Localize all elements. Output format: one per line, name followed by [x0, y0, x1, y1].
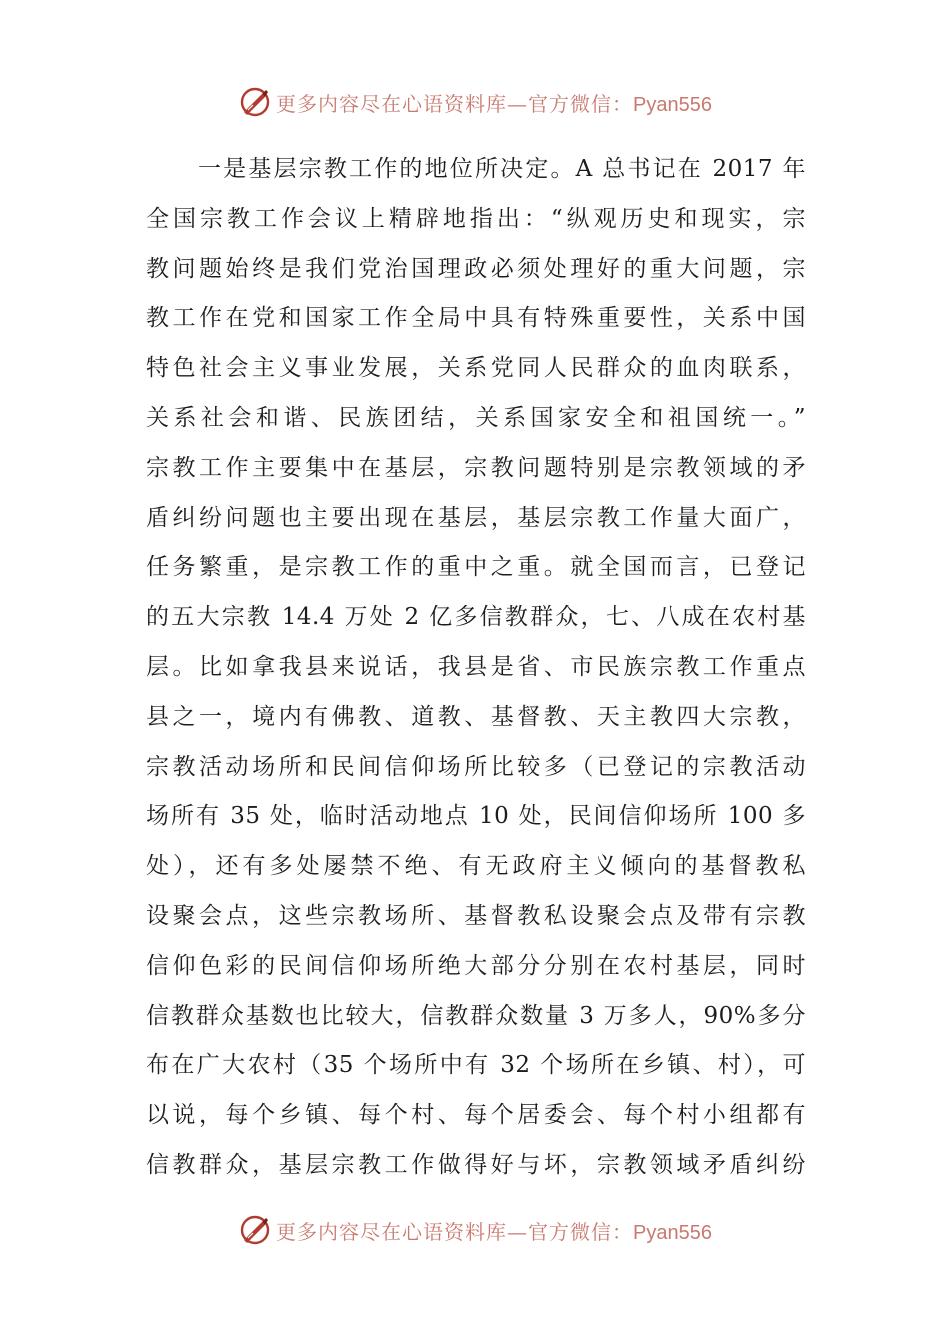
header-watermark-text [276, 88, 712, 117]
body-line: 的五大宗教 14.4 万处 2 亿多信教群众，七、八成在农村基 [146, 604, 806, 631]
body-line: 层。比如拿我县来说话，我县是省、市民族宗教工作重点 [146, 653, 806, 680]
pen-logo-icon [238, 1213, 272, 1247]
body-line: 设聚会点，这些宗教场所、基督教私设聚会点及带有宗教 [146, 902, 806, 929]
body-line: 布在广大农村（35 个场所中有 32 个场所在乡镇、村），可 [146, 1052, 806, 1079]
document-body [146, 145, 806, 1191]
header-watermark-cn: 更多内容尽在心语资料库—官方微信： [276, 91, 634, 116]
body-line: 一是基层宗教工作的地位所决定。A 总书记在 2017 年 [198, 156, 806, 182]
body-line: 宗教工作主要集中在基层，宗教问题特别是宗教领域的矛 [146, 454, 806, 481]
body-line: 信仰色彩的民间信仰场所绝大部分分别在农村基层，同时 [146, 952, 806, 979]
body-line: 宗教活动场所和民间信仰场所比较多（已登记的宗教活动 [146, 753, 806, 780]
body-line: 处），还有多处屡禁不绝、有无政府主义倾向的基督教私 [146, 853, 806, 880]
header-watermark-banner [0, 82, 950, 122]
body-line: 县之一，境内有佛教、道教、基督教、天主教四大宗教， [146, 703, 806, 730]
body-line: 信教群众，基层宗教工作做得好与坏，宗教领域矛盾纠纷 [146, 1151, 806, 1178]
body-line: 盾纠纷问题也主要出现在基层，基层宗教工作量大面广， [146, 504, 806, 531]
body-line: 以说，每个乡镇、每个村、每个居委会、每个村小组都有 [146, 1102, 806, 1129]
body-line: 教问题始终是我们党治国理政必须处理好的重大问题，宗 [146, 255, 806, 282]
body-line: 教工作在党和国家工作全局中具有特殊重要性，关系中国 [146, 305, 806, 332]
body-line: 特色社会主义事业发展，关系党同人民群众的血肉联系， [146, 355, 806, 382]
body-line: 信教群众基数也比较大，信教群众数量 3 万多人，90%多分 [146, 1002, 806, 1029]
body-line: 关系社会和谐、民族团结，关系国家安全和祖国统一。” [146, 404, 806, 431]
pen-logo-icon [238, 85, 272, 119]
footer-watermark-cn: 更多内容尽在心语资料库—官方微信： [276, 1219, 634, 1244]
body-line: 场所有 35 处，临时活动地点 10 处，民间信仰场所 100 多 [146, 803, 806, 830]
footer-watermark-text [276, 1216, 712, 1245]
body-line: 全国宗教工作会议上精辟地指出：“纵观历史和现实，宗 [146, 205, 806, 232]
footer-watermark-wechat-id: Pyan556 [633, 1221, 712, 1244]
footer-watermark-banner [0, 1210, 950, 1250]
header-watermark-wechat-id: Pyan556 [633, 93, 712, 116]
body-line: 任务繁重，是宗教工作的重中之重。就全国而言，已登记 [146, 554, 806, 581]
